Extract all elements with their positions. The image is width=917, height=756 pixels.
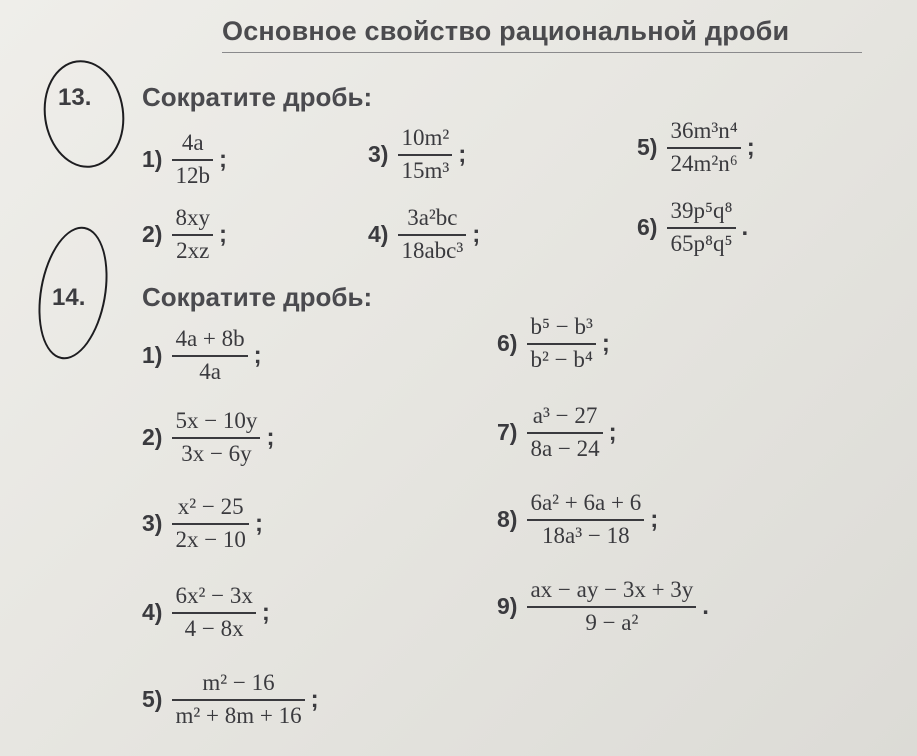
fraction bbox=[667, 118, 740, 177]
task-13-item-5 bbox=[637, 118, 755, 177]
punctuation: . bbox=[741, 213, 749, 241]
item-label: 1) bbox=[142, 342, 163, 368]
task-13-item-4 bbox=[368, 205, 480, 264]
fraction bbox=[172, 130, 213, 189]
punctuation: ; bbox=[746, 133, 755, 161]
fraction bbox=[172, 408, 260, 467]
numerator: 8xy bbox=[175, 205, 210, 230]
item-label: 4) bbox=[368, 221, 389, 247]
item-label: 5) bbox=[637, 134, 658, 160]
denominator: 18a³ − 18 bbox=[542, 523, 630, 548]
denominator: 12b bbox=[175, 163, 210, 188]
numerator: b⁵ − b³ bbox=[530, 314, 593, 339]
item-label: 3) bbox=[142, 510, 163, 536]
numerator: 6x² − 3x bbox=[175, 583, 253, 608]
fraction bbox=[527, 403, 602, 462]
task-14-item-8 bbox=[497, 490, 658, 549]
denominator: 4 − 8x bbox=[184, 616, 244, 641]
fraction bbox=[527, 490, 644, 549]
fraction bbox=[527, 314, 595, 373]
task-13-number: 13. bbox=[58, 84, 92, 111]
task-13-item-2 bbox=[142, 205, 227, 264]
item-label: 4) bbox=[142, 599, 163, 625]
punctuation: ; bbox=[261, 598, 270, 626]
punctuation: . bbox=[702, 592, 709, 620]
item-label: 1) bbox=[142, 146, 163, 172]
numerator: 36m³n⁴ bbox=[670, 118, 738, 143]
numerator: x² − 25 bbox=[177, 494, 244, 519]
fraction bbox=[172, 494, 248, 553]
denominator: 15m³ bbox=[401, 158, 450, 183]
punctuation: ; bbox=[310, 685, 319, 713]
denominator: 18abc³ bbox=[401, 238, 464, 263]
punctuation: ; bbox=[218, 220, 227, 248]
punctuation: ; bbox=[266, 423, 275, 451]
item-label: 6) bbox=[637, 214, 658, 240]
task-14-number: 14. bbox=[52, 284, 86, 311]
item-label: 2) bbox=[142, 221, 163, 247]
denominator: 24m²n⁶ bbox=[670, 151, 738, 176]
item-label: 3) bbox=[368, 141, 389, 167]
item-label: 9) bbox=[497, 593, 518, 619]
task-14-item-9 bbox=[497, 577, 709, 636]
punctuation: ; bbox=[254, 509, 263, 537]
task-14-item-7 bbox=[497, 403, 617, 462]
item-label: 8) bbox=[497, 506, 518, 532]
item-label: 6) bbox=[497, 330, 518, 356]
task-13-item-6 bbox=[637, 198, 748, 257]
fraction bbox=[667, 198, 735, 257]
task-14-item-5 bbox=[142, 670, 319, 729]
numerator: m² − 16 bbox=[202, 670, 275, 695]
task-14-item-2 bbox=[142, 408, 274, 467]
fraction bbox=[172, 205, 213, 264]
punctuation: ; bbox=[608, 418, 617, 446]
fraction bbox=[172, 326, 247, 385]
fraction bbox=[527, 577, 696, 636]
fraction bbox=[398, 125, 452, 184]
fraction bbox=[172, 583, 255, 642]
denominator: m² + 8m + 16 bbox=[175, 703, 302, 728]
task-13-item-3 bbox=[368, 125, 466, 184]
task-13-title: Сократите дробь: bbox=[142, 82, 373, 112]
numerator: 5x − 10y bbox=[175, 408, 258, 433]
page-title: Основное свойство рациональной дроби bbox=[222, 16, 790, 46]
denominator: 9 − a² bbox=[585, 610, 639, 635]
fraction bbox=[172, 670, 304, 729]
denominator: 2x − 10 bbox=[175, 527, 246, 552]
task-13-item-1 bbox=[142, 130, 227, 189]
denominator: 8a − 24 bbox=[530, 436, 600, 461]
punctuation: ; bbox=[218, 145, 227, 173]
numerator: 39p⁵q⁸ bbox=[670, 198, 733, 223]
punctuation: ; bbox=[253, 341, 262, 369]
punctuation: ; bbox=[601, 329, 610, 357]
numerator: ax − ay − 3x + 3y bbox=[530, 577, 694, 602]
denominator: 65p⁸q⁵ bbox=[670, 231, 733, 256]
item-label: 2) bbox=[142, 424, 163, 450]
denominator: b² − b⁴ bbox=[530, 347, 593, 372]
numerator: a³ − 27 bbox=[532, 403, 598, 428]
task-14-item-3 bbox=[142, 494, 263, 553]
numerator: 6a² + 6a + 6 bbox=[530, 490, 642, 515]
numerator: 4a + 8b bbox=[175, 326, 245, 351]
header-underline bbox=[222, 52, 862, 53]
numerator: 3a²bc bbox=[407, 205, 458, 230]
item-label: 7) bbox=[497, 419, 518, 445]
denominator: 3x − 6y bbox=[181, 441, 252, 466]
task-14-title: Сократите дробь: bbox=[142, 282, 373, 312]
task-14-item-6 bbox=[497, 314, 610, 373]
punctuation: ; bbox=[650, 505, 659, 533]
denominator: 4a bbox=[199, 359, 221, 384]
item-label: 5) bbox=[142, 686, 163, 712]
task-13-handdrawn-circle bbox=[37, 55, 131, 173]
numerator: 4a bbox=[181, 130, 204, 155]
punctuation: ; bbox=[458, 140, 467, 168]
fraction bbox=[398, 205, 466, 264]
task-14-item-1 bbox=[142, 326, 262, 385]
punctuation: ; bbox=[472, 220, 481, 248]
task-14-item-4 bbox=[142, 583, 270, 642]
numerator: 10m² bbox=[401, 125, 450, 150]
denominator: 2xz bbox=[176, 238, 210, 263]
